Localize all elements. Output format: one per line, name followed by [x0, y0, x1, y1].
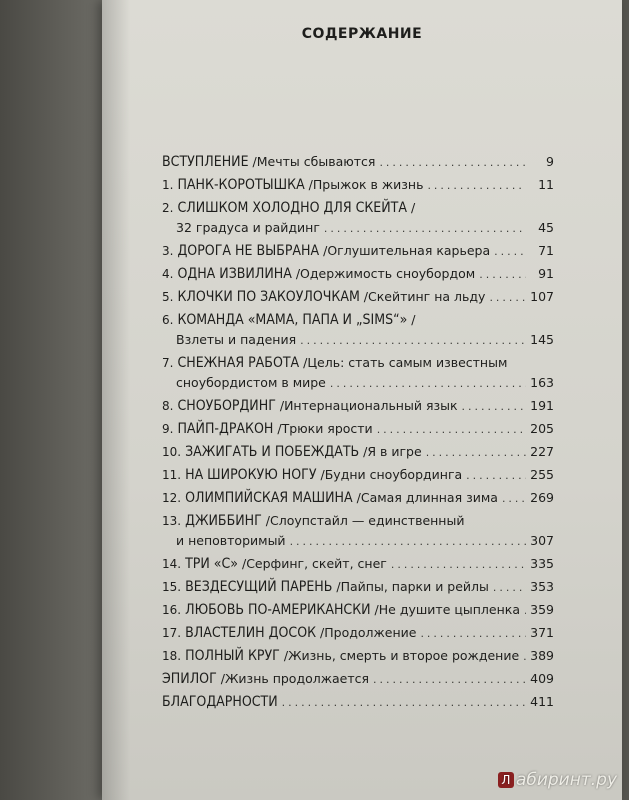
toc-entry-continuation: [162, 375, 554, 395]
toc-entry: [162, 579, 554, 602]
title-separator: /: [248, 154, 257, 169]
dot-leader: [524, 604, 526, 617]
dot-leader: [379, 156, 526, 169]
page-number: 269: [530, 490, 554, 505]
toc-entry: [162, 312, 554, 352]
page-number: 107: [530, 289, 554, 304]
chapter-number: 6.: [162, 313, 174, 327]
chapter-number: 16.: [162, 603, 182, 617]
page-number: 11: [538, 177, 554, 192]
chapter-number: 17.: [162, 626, 182, 640]
toc-entry: [162, 398, 554, 421]
chapter-title: ПАЙП-ДРАКОН: [177, 421, 274, 437]
chapter-number: 3.: [162, 244, 174, 258]
chapter-subtitle: Мечты сбываются: [256, 154, 376, 169]
toc-entry-line: [162, 625, 554, 641]
chapter-number: 14.: [162, 557, 182, 571]
chapter-title: ОДНА ИЗВИЛИНА: [177, 266, 292, 282]
chapter-title: ЛЮБОВЬ ПО-АМЕРИКАНСКИ: [185, 602, 371, 618]
toc-entry: [162, 694, 554, 717]
toc-entry-continuation: [162, 332, 554, 352]
watermark: [498, 770, 617, 790]
title-separator: /: [279, 648, 289, 663]
chapter-subtitle: Слоупстайл — единственный: [269, 513, 465, 528]
dot-leader: [324, 222, 526, 235]
title-separator: /: [359, 444, 368, 459]
dot-leader: [427, 179, 526, 192]
chapter-subtitle: Серфинг, скейт, снег: [246, 556, 387, 571]
dot-leader: [426, 446, 526, 459]
title-separator: /: [275, 398, 285, 413]
chapter-title: КЛОЧКИ ПО ЗАКОУЛОЧКАМ: [177, 289, 360, 305]
page-number: 353: [530, 579, 554, 594]
page-number: 411: [530, 694, 554, 709]
chapter-subtitle: Будни сноубординга: [324, 467, 463, 482]
page-number: 359: [530, 602, 554, 617]
chapter-number: 4.: [162, 267, 174, 281]
page-number: 335: [530, 556, 554, 571]
toc-entry: [162, 602, 554, 625]
chapter-title: ТРИ «С»: [185, 556, 239, 572]
toc-entry: [162, 200, 554, 240]
chapter-title: НА ШИРОКУЮ НОГУ: [185, 467, 317, 483]
chapter-subtitle: Одержимость сноубордом: [300, 266, 476, 281]
toc-entry-line: [162, 648, 554, 664]
page-gutter-shadow: [102, 0, 130, 800]
chapter-subtitle: Цель: стать самым известным: [307, 355, 508, 370]
chapter-subtitle: Пайпы, парки и рейлы: [340, 579, 489, 594]
chapter-title: КОМАНДА «МАМА, ПАПА И „SIMS“»: [177, 312, 408, 328]
page-number: 45: [538, 220, 554, 235]
chapter-subtitle: Оглушительная карьера: [327, 243, 491, 258]
dot-leader: [493, 581, 526, 594]
title-separator: /: [316, 625, 325, 640]
toc-entry: [162, 467, 554, 490]
toc-entry-line: [162, 513, 554, 533]
toc-entry: [162, 266, 554, 289]
chapter-subtitle-continued: 32 градуса и райдинг: [176, 220, 320, 235]
chapter-title: ВЛАСТЕЛИН ДОСОК: [185, 625, 317, 641]
page-number: 91: [538, 266, 554, 281]
title-separator: /: [319, 243, 328, 258]
chapter-subtitle: Интернациональный язык: [284, 398, 458, 413]
page-number: 9: [546, 154, 554, 169]
page-number: 205: [530, 421, 554, 436]
chapter-title: ДОРОГА НЕ ВЫБРАНА: [177, 243, 320, 259]
chapter-number: 9.: [162, 422, 174, 436]
dot-leader: [523, 650, 526, 663]
page-title: СОДЕРЖАНИЕ: [301, 26, 423, 42]
dot-leader: [489, 291, 526, 304]
chapter-subtitle: Продолжение: [324, 625, 417, 640]
title-separator: /: [316, 467, 325, 482]
chapter-title: ВЕЗДЕСУЩИЙ ПАРЕНЬ: [185, 579, 333, 595]
toc-entry: [162, 154, 554, 177]
toc-entry-continuation: [162, 220, 554, 240]
title-separator: /: [261, 513, 270, 528]
chapter-number: 7.: [162, 356, 174, 370]
page-number: 71: [538, 243, 554, 258]
chapter-subtitle: Я в игре: [367, 444, 422, 459]
chapter-title: СНОУБОРДИНГ: [177, 398, 276, 414]
toc-entry-continuation: [162, 533, 554, 553]
toc-entry-line: [162, 177, 554, 193]
title-separator: /: [359, 289, 369, 304]
dot-leader: [377, 423, 526, 436]
chapter-title: ЭПИЛОГ: [162, 671, 217, 687]
title-separator: /: [216, 671, 225, 686]
title-separator: /: [352, 490, 361, 505]
chapter-number: 2.: [162, 201, 174, 215]
chapter-subtitle: Скейтинг на льду: [368, 289, 486, 304]
toc-entry-line: [162, 490, 554, 506]
table-of-contents: [162, 154, 554, 717]
title-separator: /: [370, 602, 379, 617]
chapter-subtitle-continued: Взлеты и падения: [176, 332, 297, 347]
adjacent-page-edge: [0, 0, 105, 800]
book-page: [102, 0, 622, 800]
toc-entry-line: [162, 602, 554, 618]
chapter-subtitle: Жизнь, смерть и второе рождение: [288, 648, 520, 663]
dot-leader: [420, 627, 526, 640]
dot-leader: [282, 696, 526, 709]
toc-entry-line: [162, 694, 554, 710]
page-number: 371: [530, 625, 554, 640]
title-separator: /: [407, 312, 416, 327]
toc-entry-line: [162, 243, 554, 259]
chapter-title: СНЕЖНАЯ РАБОТА: [177, 355, 300, 371]
dot-leader: [391, 558, 526, 571]
toc-entry: [162, 648, 554, 671]
chapter-number: 15.: [162, 580, 182, 594]
dot-leader: [330, 377, 526, 390]
chapter-title: ОЛИМПИЙСКАЯ МАШИНА: [185, 490, 353, 506]
chapter-number: 1.: [162, 178, 174, 192]
chapter-title: ДЖИББИНГ: [185, 513, 262, 529]
toc-entry-line: [162, 579, 554, 595]
chapter-number: 8.: [162, 399, 174, 413]
page-number: 255: [530, 467, 554, 482]
dot-leader: [494, 245, 526, 258]
page-number: 145: [530, 332, 554, 347]
toc-entry-line: [162, 467, 554, 483]
chapter-subtitle-continued: и неповторимый: [176, 533, 286, 548]
chapter-subtitle-continued: сноубордистом в мире: [176, 375, 326, 390]
chapter-title: ЗАЖИГАТЬ И ПОБЕЖДАТЬ: [185, 444, 360, 460]
page-number: 307: [530, 533, 554, 548]
toc-entry-line: [162, 556, 554, 572]
chapter-subtitle: Не душите цыпленка: [378, 602, 520, 617]
chapter-number: 12.: [162, 491, 182, 505]
dot-leader: [479, 268, 526, 281]
dot-leader: [373, 673, 526, 686]
title-separator: /: [406, 200, 416, 215]
toc-entry-line: [162, 398, 554, 414]
toc-entry-line: [162, 154, 554, 170]
toc-entry: [162, 625, 554, 648]
toc-entry-line: [162, 444, 554, 460]
toc-entry-line: [162, 312, 554, 332]
toc-entry-line: [162, 289, 554, 305]
dot-leader: [300, 334, 526, 347]
toc-entry: [162, 671, 554, 694]
chapter-title: БЛАГОДАРНОСТИ: [162, 694, 278, 710]
dot-leader: [290, 535, 526, 548]
toc-entry: [162, 289, 554, 312]
toc-entry: [162, 421, 554, 444]
dot-leader: [466, 469, 526, 482]
toc-entry: [162, 177, 554, 200]
toc-entry: [162, 444, 554, 467]
toc-entry: [162, 556, 554, 579]
toc-entry-line: [162, 671, 554, 687]
chapter-subtitle: Прыжок в жизнь: [312, 177, 424, 192]
chapter-title: ПАНК-КОРОТЫШКА: [177, 177, 305, 193]
chapter-title: ВСТУПЛЕНИЕ: [162, 154, 249, 170]
chapter-subtitle: Трюки ярости: [281, 421, 373, 436]
chapter-subtitle: Самая длинная зима: [360, 490, 498, 505]
title-separator: /: [304, 177, 313, 192]
toc-entry-line: [162, 355, 554, 375]
page-number: 409: [530, 671, 554, 686]
toc-entry: [162, 355, 554, 395]
page-number: 163: [530, 375, 554, 390]
chapter-number: 10.: [162, 445, 182, 459]
title-separator: /: [238, 556, 247, 571]
title-separator: /: [273, 421, 282, 436]
title-separator: /: [332, 579, 341, 594]
toc-entry-line: [162, 200, 554, 220]
page-number: 227: [530, 444, 554, 459]
toc-entry: [162, 513, 554, 553]
page-number: 389: [530, 648, 554, 663]
chapter-title: ПОЛНЫЙ КРУГ: [185, 648, 280, 664]
toc-entry-line: [162, 266, 554, 282]
dot-leader: [462, 400, 526, 413]
chapter-number: 13.: [162, 514, 182, 528]
toc-entry: [162, 490, 554, 513]
chapter-subtitle: Жизнь продолжается: [224, 671, 370, 686]
watermark-text: абиринт.ру: [515, 770, 617, 790]
title-separator: /: [299, 355, 308, 370]
dot-leader: [502, 492, 526, 505]
chapter-number: 18.: [162, 649, 182, 663]
chapter-number: 11.: [162, 468, 182, 482]
chapter-title: СЛИШКОМ ХОЛОДНО ДЛЯ СКЕЙТА: [177, 200, 407, 216]
page-number: 191: [530, 398, 554, 413]
chapter-number: 5.: [162, 290, 174, 304]
labirint-logo-icon: Л: [498, 772, 514, 788]
toc-entry-line: [162, 421, 554, 437]
toc-entry: [162, 243, 554, 266]
title-separator: /: [291, 266, 301, 281]
